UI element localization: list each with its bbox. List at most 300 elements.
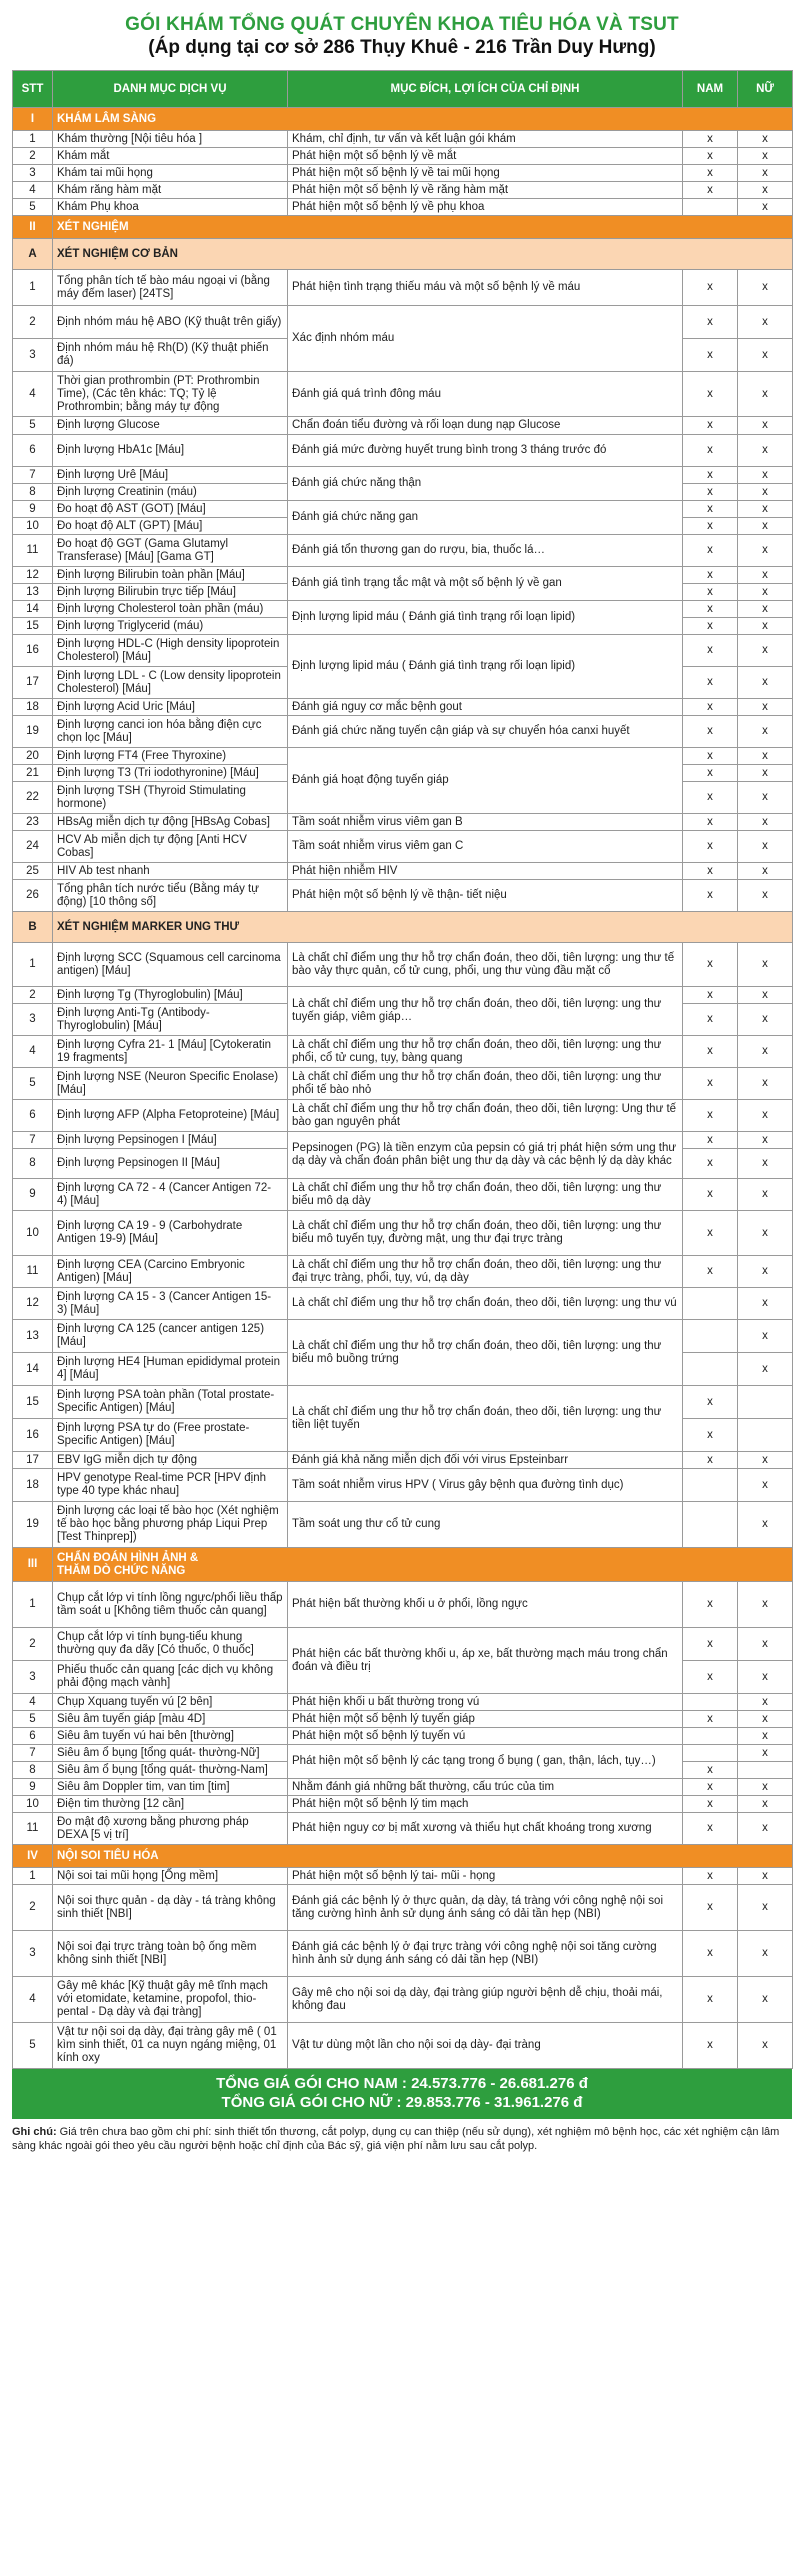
male-mark [683,1661,738,1694]
row-number: 12 [13,567,53,584]
male-mark [683,339,738,372]
male-mark [683,1100,738,1132]
male-mark [683,1694,738,1711]
check-mark: x [707,889,713,901]
check-mark: x [707,149,713,162]
female-mark [738,1502,793,1548]
check-mark: x [707,348,713,361]
male-mark [683,518,738,535]
table-row [13,1320,793,1353]
check-mark: x [762,864,768,877]
section-row [13,1548,793,1582]
service-purpose: Là chất chỉ điểm ung thư hỗ trợ chẩn đoán, theo dõi, tiên lượng: ung thư vú [288,1288,683,1320]
page-subtitle: (Áp dụng tại cơ sở 286 Thụy Khuê - 216 Trần Duy Hưng) [148,37,656,58]
service-name: Nội soi tai mũi họng [Ống mềm] [53,1868,288,1885]
subsection-row [13,239,793,270]
service-purpose: Nhằm đánh giá những bất thường, cấu trúc của tim [288,1779,683,1796]
service-name: Định lượng CA 125 (cancer antigen 125) [Máu] [53,1320,288,1353]
row-number: 3 [13,165,53,182]
male-mark [683,435,738,467]
check-mark: x [707,1670,713,1683]
male-mark [683,880,738,912]
service-name: EBV IgG miễn dịch tự động [53,1452,288,1469]
service-name: Định nhóm máu hệ Rh(D) (Kỹ thuật phiến đá) [53,339,288,372]
female-mark [738,1762,793,1779]
check-mark: x [762,1077,768,1089]
check-mark: x [762,1453,768,1466]
male-mark [683,1796,738,1813]
table-row [13,1779,793,1796]
check-mark: x [762,1226,768,1239]
table-row [13,306,793,339]
female-mark [738,584,793,601]
service-purpose: Là chất chỉ điểm ung thư hỗ trợ chẩn đoán, theo dõi, tiên lượng: ung thư phổi tế bào nhỏ [288,1068,683,1100]
check-mark: x [762,585,768,598]
row-number: 7 [13,1132,53,1149]
check-mark: x [762,1598,768,1610]
male-mark [683,716,738,748]
male-mark [683,1813,738,1845]
check-mark: x [707,1598,713,1610]
service-name: Tổng phân tích nước tiểu (Bằng máy tự động) [10 thông số] [53,880,288,912]
service-name: Định lượng Triglycerid (máu) [53,618,288,635]
check-mark: x [762,1822,768,1834]
row-number: 19 [13,1502,53,1548]
female-mark [738,765,793,782]
service-purpose: Phát hiện một số bệnh lý về mắt [288,148,683,165]
section-number: I [13,108,53,131]
table-row [13,567,793,584]
service-name: Định lượng Bilirubin toàn phần [Máu] [53,567,288,584]
table-row [13,501,793,518]
service-purpose: Khám, chỉ định, tư vấn và kết luận gói khám [288,131,683,148]
service-purpose: Phát hiện một số bệnh lý về phụ khoa [288,199,683,216]
check-mark: x [762,1947,768,1959]
service-purpose: Xác định nhóm máu [288,306,683,372]
service-name: Định lượng LDL - C (Low density lipoprotein Cholesterol) [Máu] [53,667,288,699]
row-number: 10 [13,1211,53,1256]
service-purpose: Pepsinogen (PG) là tiền enzym của pepsin có giá trị phát hiện sớm ung thư dạ dày và chẩn đoán phân biệt ung thư dạ dày và các bệnh lý dạ dày khác [288,1132,683,1179]
check-mark: x [707,444,713,456]
check-mark: x [762,519,768,532]
male-mark [683,270,738,306]
service-purpose: Phát hiện các bất thường khối u, áp xe, bất thường mạch máu trong chẩn đoán và điều trị [288,1628,683,1694]
check-mark: x [762,1993,768,2005]
male-mark [683,484,738,501]
row-number: 23 [13,814,53,831]
service-name: Siêu âm ổ bụng [tổng quát- thường-Nam] [53,1762,288,1779]
female-mark [738,372,793,417]
female-mark [738,618,793,635]
service-purpose: Là chất chỉ điểm ung thư hỗ trợ chẩn đoán, theo dõi, tiên lượng: ung thư tế bào vảy thực quản, cổ tử cung, phổi, ung thư vùng đầu mặt cổ [288,943,683,987]
row-number: 5 [13,1068,53,1100]
service-purpose: Định lượng lipid máu ( Đánh giá tình trạng rối loạn lipid) [288,601,683,635]
service-name: Định lượng Cyfra 21- 1 [Máu] [Cytokeratin 19 fragments] [53,1036,288,1068]
check-mark: x [707,1045,713,1057]
check-mark: x [762,889,768,901]
section-title-line: THĂM DÒ CHỨC NĂNG [57,1564,186,1577]
service-name: Định lượng CA 72 - 4 (Cancer Antigen 72- 4) [Máu] [53,1179,288,1211]
check-mark: x [707,281,713,293]
row-number: 1 [13,943,53,987]
service-name: Chụp cắt lớp vi tính bụng-tiểu khung thường quy đa dãy [Có thuốc, 0 thuốc] [53,1628,288,1661]
female-mark [738,1779,793,1796]
male-mark [683,567,738,584]
service-purpose: Đánh giá các bệnh lý ở thực quản, dạ dày, tá tràng với công nghệ nội soi tăng cường hình ảnh sử dụng ánh sáng có dải tần hẹp (NBI) [288,1885,683,1931]
subsection-letter: B [13,912,53,943]
section-number: IV [13,1845,53,1868]
row-number: 26 [13,880,53,912]
check-mark: x [707,1133,713,1146]
male-mark [683,1977,738,2023]
row-number: 16 [13,635,53,667]
check-mark: x [762,502,768,515]
female-mark [738,182,793,199]
check-mark: x [707,725,713,737]
row-number: 8 [13,484,53,501]
service-purpose: Phát hiện một số bệnh lý tuyến giáp [288,1711,683,1728]
check-mark: x [707,840,713,852]
female-mark [738,1745,793,1762]
female-mark [738,417,793,435]
check-mark: x [762,1670,768,1683]
row-number: 10 [13,518,53,535]
male-mark [683,2023,738,2069]
table-row [13,1256,793,1288]
check-mark: x [762,1901,768,1913]
female-mark [738,1288,793,1320]
service-name: HBsAg miễn dịch tự động [HBsAg Cobas] [53,814,288,831]
female-mark [738,1868,793,1885]
check-mark: x [707,766,713,779]
table-row [13,1977,793,2023]
service-name: Định lượng các loại tế bào học (Xét nghiệm tế bào học bằng phương pháp Liqui Prep [Test Thinprep]) [53,1502,288,1548]
service-name: Định lượng CA 19 - 9 (Carbohydrate Antigen 19-9) [Máu] [53,1211,288,1256]
section-row [13,108,793,131]
check-mark: x [762,387,768,400]
check-mark: x [762,619,768,632]
check-mark: x [707,485,713,498]
service-name: Đo hoạt độ ALT (GPT) [Máu] [53,518,288,535]
table-row [13,863,793,880]
service-purpose: Là chất chỉ điểm ung thư hỗ trợ chẩn đoán, theo dõi, tiên lượng: ung thư phổi, cổ tử cung, tụy, bàng quang [288,1036,683,1068]
subsection-row [13,912,793,943]
row-number: 12 [13,1288,53,1320]
female-mark [738,165,793,182]
section-number: III [13,1548,53,1582]
check-mark: x [707,132,713,145]
service-name: Định lượng Cholesterol toàn phần (máu) [53,601,288,618]
service-name: Định lượng Bilirubin trực tiếp [Máu] [53,584,288,601]
service-name: Nội soi thực quản - dạ dày - tá tràng không sinh thiết [NBI] [53,1885,288,1931]
male-mark [683,987,738,1004]
row-number: 2 [13,306,53,339]
service-purpose: Là chất chỉ điểm ung thư hỗ trợ chẩn đoán, theo dõi, tiên lượng: ung thư biểu mô dạ dày [288,1179,683,1211]
table-row [13,1386,793,1419]
check-mark: x [707,700,713,713]
table-row [13,1868,793,1885]
col-purpose: MỤC ĐÍCH, LỢI ÍCH CỦA CHỈ ĐỊNH [288,71,683,108]
row-number: 13 [13,584,53,601]
check-mark: x [762,644,768,656]
male-mark [683,1931,738,1977]
check-mark: x [762,149,768,162]
check-mark: x [762,988,768,1001]
service-name: Siêu âm tuyến giáp [màu 4D] [53,1711,288,1728]
female-mark [738,1179,793,1211]
check-mark: x [762,1265,768,1277]
check-mark: x [707,815,713,828]
male-mark [683,372,738,417]
male-mark [683,1353,738,1386]
service-purpose: Tầm soát nhiễm virus HPV ( Virus gây bệnh qua đường tình dục) [288,1469,683,1502]
row-number: 9 [13,1179,53,1211]
row-number: 4 [13,372,53,417]
table-row [13,1036,793,1068]
male-mark [683,748,738,765]
female-mark [738,306,793,339]
table-row [13,1211,793,1256]
service-name: Điện tim thường [12 cần] [53,1796,288,1813]
row-number: 7 [13,1745,53,1762]
section-number: II [13,216,53,239]
check-mark: x [707,1428,713,1441]
check-mark: x [762,2039,768,2051]
row-number: 5 [13,2023,53,2069]
check-mark: x [762,676,768,688]
service-name: Định lượng HbA1c [Máu] [53,435,288,467]
row-number: 11 [13,1256,53,1288]
check-mark: x [707,749,713,762]
check-mark: x [707,619,713,632]
check-mark: x [762,1780,768,1793]
check-mark: x [762,1869,768,1882]
table-row [13,1068,793,1100]
female-mark [738,1211,793,1256]
check-mark: x [762,1797,768,1810]
table-row [13,1179,793,1211]
service-purpose: Đánh giá chức năng tuyến cận giáp và sự chuyển hóa canxi huyết [288,716,683,748]
female-mark [738,831,793,863]
table-row [13,1502,793,1548]
male-mark [683,1288,738,1320]
male-mark [683,814,738,831]
service-purpose: Đánh giá mức đường huyết trung bình trong 3 tháng trước đó [288,435,683,467]
table-row [13,814,793,831]
female-mark [738,782,793,814]
check-mark: x [707,988,713,1001]
check-mark: x [707,1013,713,1025]
service-purpose: Đánh giá chức năng gan [288,501,683,535]
section-title: XÉT NGHIỆM [53,216,793,239]
service-purpose: Phát hiện một số bệnh lý về răng hàm mặt [288,182,683,199]
service-purpose: Gây mê cho nội soi dạ dày, đại tràng giúp người bệnh dễ chịu, thoải mái, không đau [288,1977,683,2023]
table-row [13,1628,793,1661]
service-name: Khám thường [Nội tiêu hóa ] [53,131,288,148]
female-mark [738,814,793,831]
service-table [12,70,793,2069]
service-purpose: Là chất chỉ điểm ung thư hỗ trợ chẩn đoán, theo dõi, tiên lượng: ung thư biểu mô tuyến tụy, đường mật, ung thư đại trực tràng [288,1211,683,1256]
service-name: HPV genotype Real-time PCR [HPV định type 40 type khác nhau] [53,1469,288,1502]
check-mark: x [707,1637,713,1650]
female-mark [738,1885,793,1931]
check-mark: x [707,602,713,615]
page-title: GÓI KHÁM TỔNG QUÁT CHUYÊN KHOA TIÊU HÓA VÀ TSUT [125,14,679,35]
row-number: 3 [13,339,53,372]
table-row [13,165,793,182]
check-mark: x [762,1133,768,1146]
section-row [13,216,793,239]
male-mark [683,635,738,667]
check-mark: x [707,864,713,877]
row-number: 17 [13,667,53,699]
total-male: TỔNG GIÁ GÓI CHO NAM : 24.573.776 - 26.681.276 đ [216,2075,588,2092]
service-name: Gây mê khác [Kỹ thuật gây mê tĩnh mạch với etomidate, ketamine, propofol, thio-pental - Dạ dày và đại tràng] [53,1977,288,2023]
service-name: Khám Phụ khoa [53,199,288,216]
service-purpose: Tầm soát ung thư cổ tử cung [288,1502,683,1548]
row-number: 2 [13,1885,53,1931]
check-mark: x [707,1453,713,1466]
female-mark [738,535,793,567]
male-mark [683,1320,738,1353]
female-mark [738,467,793,484]
male-mark [683,306,738,339]
check-mark: x [707,676,713,688]
female-mark [738,1386,793,1419]
service-purpose: Phát hiện một số bệnh lý về tai mũi họng [288,165,683,182]
service-purpose: Đánh giá nguy cơ mắc bệnh gout [288,699,683,716]
service-name: Khám mắt [53,148,288,165]
female-mark [738,716,793,748]
service-purpose: Tầm soát nhiễm virus viêm gan B [288,814,683,831]
male-mark [683,1132,738,1149]
female-mark [738,518,793,535]
service-name: Tổng phân tích tế bào máu ngoại vi (bằng máy đếm laser) [24TS] [53,270,288,306]
male-mark [683,1068,738,1100]
row-number: 6 [13,1100,53,1132]
check-mark: x [707,315,713,328]
female-mark [738,1256,793,1288]
check-mark: x [707,1109,713,1121]
female-mark [738,943,793,987]
female-mark [738,601,793,618]
check-mark: x [707,1993,713,2005]
table-row [13,716,793,748]
male-mark [683,1256,738,1288]
male-mark [683,699,738,716]
check-mark: x [762,1746,768,1759]
table-row [13,199,793,216]
check-mark: x [762,132,768,145]
section-title [53,1548,793,1582]
check-mark: x [762,815,768,828]
table-header [13,71,793,108]
check-mark: x [707,1157,713,1169]
table-row [13,270,793,306]
female-mark [738,2023,793,2069]
service-purpose: Là chất chỉ điểm ung thư hỗ trợ chẩn đoán, theo dõi, tiên lượng: Ung thư tế bào gan nguyên phát [288,1100,683,1132]
female-mark [738,435,793,467]
check-mark: x [762,485,768,498]
check-mark: x [762,1478,768,1491]
table-row [13,182,793,199]
service-name: Định lượng Anti-Tg (Antibody- Thyroglobulin) [Máu] [53,1004,288,1036]
female-mark [738,1353,793,1386]
check-mark: x [762,1329,768,1342]
subsection-title: XÉT NGHIỆM MARKER UNG THƯ [53,912,793,943]
male-mark [683,1502,738,1548]
table-row [13,831,793,863]
service-name: Định lượng SCC (Squamous cell carcinoma antigen) [Máu] [53,943,288,987]
check-mark: x [762,958,768,970]
service-purpose: Đánh giá tình trạng tắc mật và một số bệnh lý về gan [288,567,683,601]
male-mark [683,1179,738,1211]
male-mark [683,165,738,182]
service-name: Đo mật độ xương bằng phương pháp DEXA [5 vị trí] [53,1813,288,1845]
row-number: 1 [13,270,53,306]
check-mark: x [762,444,768,456]
service-purpose: Phát hiện một số bệnh lý tuyến vú [288,1728,683,1745]
check-mark: x [707,644,713,656]
table-row [13,1582,793,1628]
service-purpose: Phát hiện khối u bất thường trong vú [288,1694,683,1711]
female-mark [738,501,793,518]
page-header [0,0,804,70]
female-mark [738,1813,793,1845]
service-name: Chụp Xquang tuyến vú [2 bên] [53,1694,288,1711]
total-price [12,2069,792,2119]
check-mark: x [707,419,713,431]
check-mark: x [707,568,713,581]
male-mark [683,199,738,216]
male-mark [683,667,738,699]
male-mark [683,1419,738,1452]
row-number: 4 [13,1977,53,2023]
table-row [13,699,793,716]
service-purpose: Phát hiện nhiễm HIV [288,863,683,880]
service-name: Khám răng hàm mặt [53,182,288,199]
service-name: Khám tai mũi họng [53,165,288,182]
female-mark [738,567,793,584]
service-purpose: Đánh giá khả năng miễn dịch đối với virus Epsteinbarr [288,1452,683,1469]
table-row [13,535,793,567]
check-mark: x [762,568,768,581]
service-purpose: Phát hiện bất thường khối u ở phổi, lồng ngực [288,1582,683,1628]
check-mark: x [707,183,713,196]
table-row [13,987,793,1004]
male-mark [683,831,738,863]
table-body [13,108,793,2069]
check-mark: x [707,387,713,400]
service-purpose: Là chất chỉ điểm ung thư hỗ trợ chẩn đoán, theo dõi, tiên lượng: ung thư tiền liệt tuyến [288,1386,683,1452]
service-name: Định lượng canci ion hóa bằng điện cực chọn lọc [Máu] [53,716,288,748]
service-purpose: Đánh giá hoạt động tuyến giáp [288,748,683,814]
check-mark: x [762,419,768,431]
row-number: 4 [13,1036,53,1068]
col-female: NỮ [738,71,793,108]
female-mark [738,1419,793,1452]
footnote-label: Ghi chú: [12,2126,57,2138]
female-mark [738,131,793,148]
female-mark [738,1132,793,1149]
check-mark: x [762,1362,768,1375]
check-mark: x [707,1226,713,1239]
service-name: Định lượng T3 (Tri iodothyronine) [Máu] [53,765,288,782]
check-mark: x [762,1712,768,1725]
service-name: Định lượng Acid Uric [Máu] [53,699,288,716]
service-name: Thời gian prothrombin (PT: Prothrombin Time), (Các tên khác: TQ; Tỷ lệ Prothrombin; bằng máy tự động [53,372,288,417]
check-mark: x [762,840,768,852]
